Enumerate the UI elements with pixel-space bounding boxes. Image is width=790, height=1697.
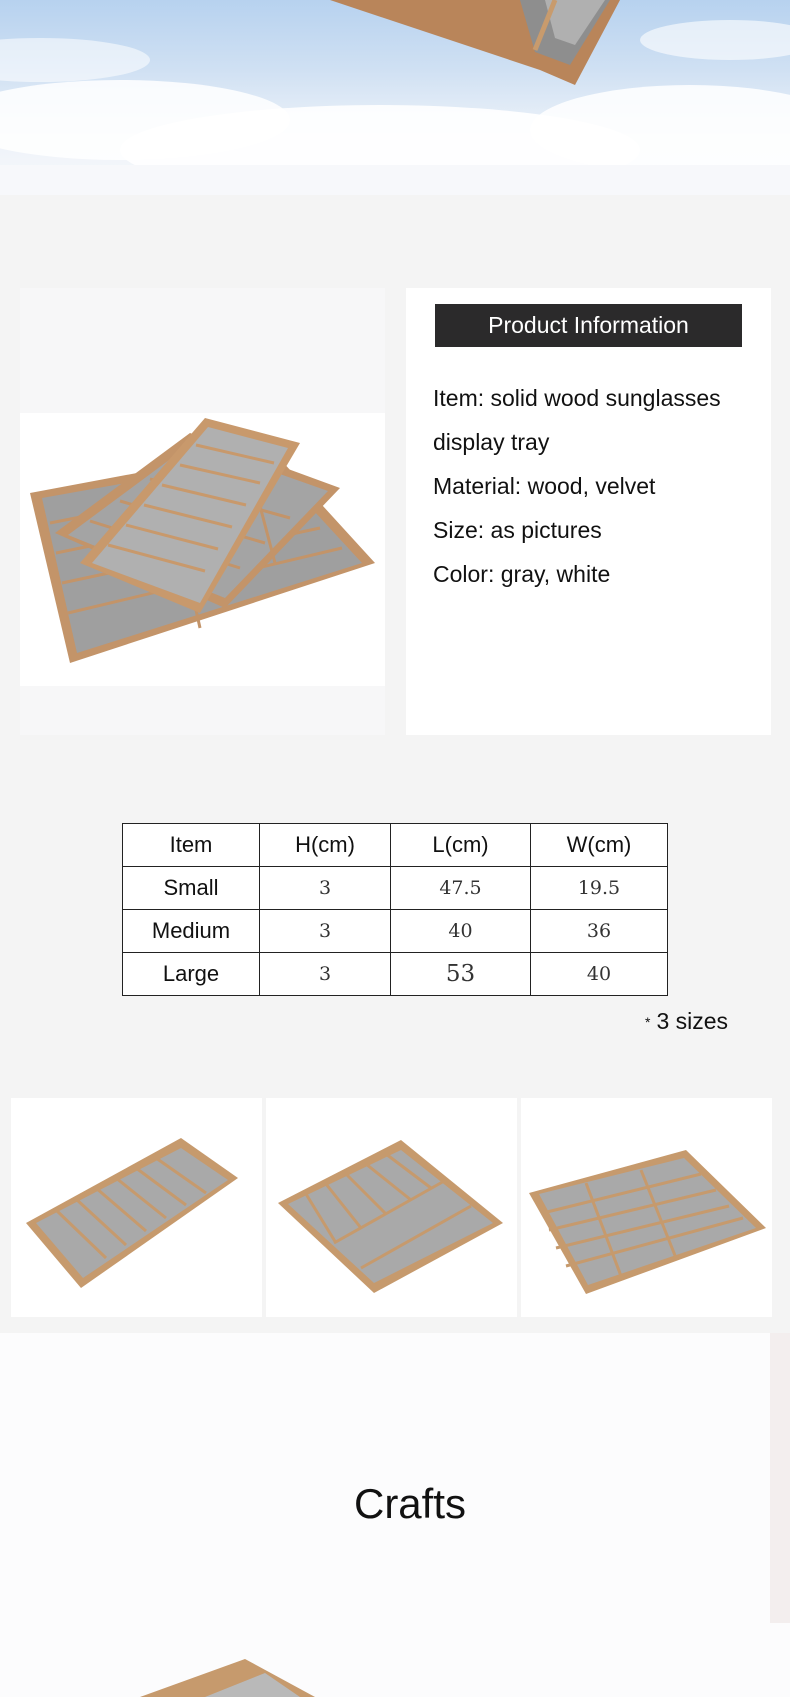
product-info-lines xyxy=(433,376,763,596)
table-cell: Small xyxy=(123,867,260,910)
table-cell: Medium xyxy=(123,910,260,953)
table-row xyxy=(123,867,668,910)
table-cell: 3 xyxy=(260,867,391,910)
large-tray-illustration xyxy=(521,1098,772,1317)
table-header-cell: H(cm) xyxy=(260,824,391,867)
small-tray-illustration xyxy=(11,1098,262,1317)
table-cell: 19.5 xyxy=(531,867,668,910)
star-icon: * xyxy=(645,1014,651,1030)
table-cell: Large xyxy=(123,953,260,996)
info-line-color: Color: gray, white xyxy=(433,561,611,587)
table-header-cell: W(cm) xyxy=(531,824,668,867)
table-cell: 3 xyxy=(260,910,391,953)
info-line-material: Material: wood, velvet xyxy=(433,473,656,499)
size-table xyxy=(122,823,668,996)
crafts-title: Crafts xyxy=(353,1480,466,1527)
gallery-medium-tray xyxy=(266,1098,517,1317)
hero-illustration xyxy=(0,0,790,195)
table-cell: 53 xyxy=(391,953,531,996)
table-row xyxy=(123,953,668,996)
info-line-item-cont: display tray xyxy=(433,429,550,455)
sizes-note-text: 3 sizes xyxy=(656,1008,729,1034)
product-image xyxy=(20,288,385,735)
table-header-cell: L(cm) xyxy=(391,824,531,867)
hero-banner xyxy=(0,0,790,195)
sizes-note xyxy=(645,1008,728,1035)
product-info-header: Product Information xyxy=(435,304,742,347)
table-cell: 36 xyxy=(531,910,668,953)
table-header-row xyxy=(123,824,668,867)
product-info-card xyxy=(406,288,771,735)
table-cell: 3 xyxy=(260,953,391,996)
info-line-item: Item: solid wood sunglasses xyxy=(433,385,721,411)
gallery-large-tray xyxy=(521,1098,772,1317)
table-cell: 40 xyxy=(531,953,668,996)
medium-tray-illustration xyxy=(266,1098,517,1317)
table-header-cell: Item xyxy=(123,824,260,867)
stacked-trays-illustration xyxy=(20,413,385,686)
table-cell: 40 xyxy=(391,910,531,953)
table-cell: 47.5 xyxy=(391,867,531,910)
gallery-small-tray xyxy=(11,1098,262,1317)
table-row xyxy=(123,910,668,953)
info-line-size: Size: as pictures xyxy=(433,517,602,543)
